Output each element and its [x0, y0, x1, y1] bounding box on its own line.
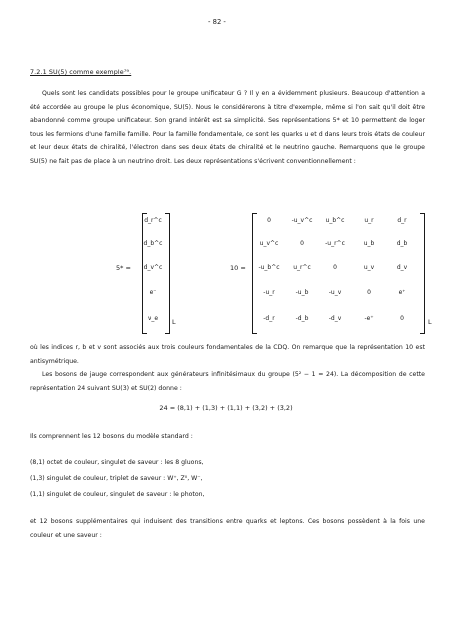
- rep5-entry: d_v^c: [143, 264, 163, 271]
- boson-list-item: (1,3) singulet de couleur, triplet de saveur : W⁺, Z⁰, W⁻,: [30, 475, 203, 482]
- rep10-cell: -u_r: [263, 289, 275, 296]
- rep10-cell: u_r: [364, 217, 374, 224]
- rep5-label: 5* =: [116, 264, 131, 272]
- rep10-cell: e⁺: [398, 289, 406, 296]
- extra-bosons-paragraph: et 12 bosons supplémentaires qui induisent des transitions entre quarks et leptons. Ces bosons possèdent à la fois une couleur et une saveur :: [30, 518, 425, 539]
- rep5-entry: ν_e: [147, 315, 159, 322]
- boson-list-item: (8,1) octet de couleur, singulet de saveur : les 8 gluons,: [30, 459, 204, 466]
- rep10-cell: u_b^c: [325, 217, 345, 224]
- rep10-cell: 0: [267, 217, 271, 224]
- rep10-cell: -u_b: [295, 289, 309, 296]
- rep5-right-bracket: [165, 213, 170, 334]
- rep10-cell: d_v: [396, 264, 408, 271]
- rep10-cell: -u_v^c: [291, 217, 313, 224]
- rep10-subscript: L: [428, 318, 432, 326]
- rep10-right-bracket: [420, 213, 425, 334]
- rep10-label: 10 =: [230, 264, 246, 272]
- rep10-cell: -e⁺: [364, 315, 374, 322]
- rep10-cell: d_r: [397, 217, 407, 224]
- rep10-cell: -d_b: [295, 315, 309, 322]
- rep10-cell: -d_r: [263, 315, 275, 322]
- rep10-cell: -u_b^c: [258, 264, 280, 271]
- rep10-cell: u_b: [363, 240, 375, 247]
- rep5-entry: e⁻: [149, 289, 157, 296]
- page-number: - 82 -: [208, 18, 226, 26]
- rep10-cell: 0: [300, 240, 304, 247]
- rep10-cell: -u_v: [328, 289, 342, 296]
- indices-paragraph: où les indices r, b et v sont associés aux trois couleurs fondamentales de la CDQ. On remarque que la représentation 10 est antisymétrique.: [30, 344, 425, 365]
- decomposition-formula: 24 = (8,1) + (1,3) + (1,1) + (3,2) + (3̄,2): [159, 404, 293, 412]
- standard-model-intro: Ils comprennent les 12 bosons du modèle standard :: [30, 433, 193, 440]
- rep10-cell: -u_r^c: [325, 240, 345, 247]
- rep5-entry: d_r^c: [144, 217, 162, 224]
- rep10-cell: -d_v: [328, 315, 342, 322]
- rep5-subscript: L: [172, 318, 176, 326]
- boson-list-item: (1,1) singulet de couleur, singulet de saveur : le photon,: [30, 491, 205, 498]
- rep5-entry: d_b^c: [143, 240, 163, 247]
- rep10-cell: u_r^c: [293, 264, 311, 271]
- intro-paragraph: Quels sont les candidats possibles pour le groupe unificateur G ? Il y en a évidemment plusieurs. Beaucoup d'attention a été accordée au groupe le plus économique, SU(5). Nous le considérerons à titre d'exemple, même si l'on sait qu'il doit être abandonné comme groupe unificateur. Son grand intérêt est sa simplicité. Ses représentations 5* et 10 permettent de loger tous les fermions d'une famille famille. Pour la famille fondamentale, ce sont les quarks u et d dans leurs trois états de couleur et leur deux états de chiralité, l'électron dans ses deux états de chiralité et le neutrino gauche. Remarquons que le groupe SU(5) ne fait pas de place à un neutrino droit. Les deux représentations s'écrivent conventionnellement :: [30, 90, 425, 165]
- rep10-cell: d_b: [396, 240, 408, 247]
- gauge-bosons-paragraph: Les bosons de jauge correspondent aux générateurs infinitésimaux du groupe (5² − 1 = 24). La décomposition de cette représentation 24 suivant SU(3) et SU(2) donne :: [30, 371, 425, 392]
- rep10-cell: 0: [400, 315, 404, 322]
- rep10-cell: u_v: [363, 264, 375, 271]
- rep10-cell: 0: [367, 289, 371, 296]
- section-heading: 7.2.1 SU(5) comme exemple⁷⁹.: [30, 68, 132, 76]
- rep10-cell: 0: [333, 264, 337, 271]
- rep10-cell: u_v^c: [259, 240, 279, 247]
